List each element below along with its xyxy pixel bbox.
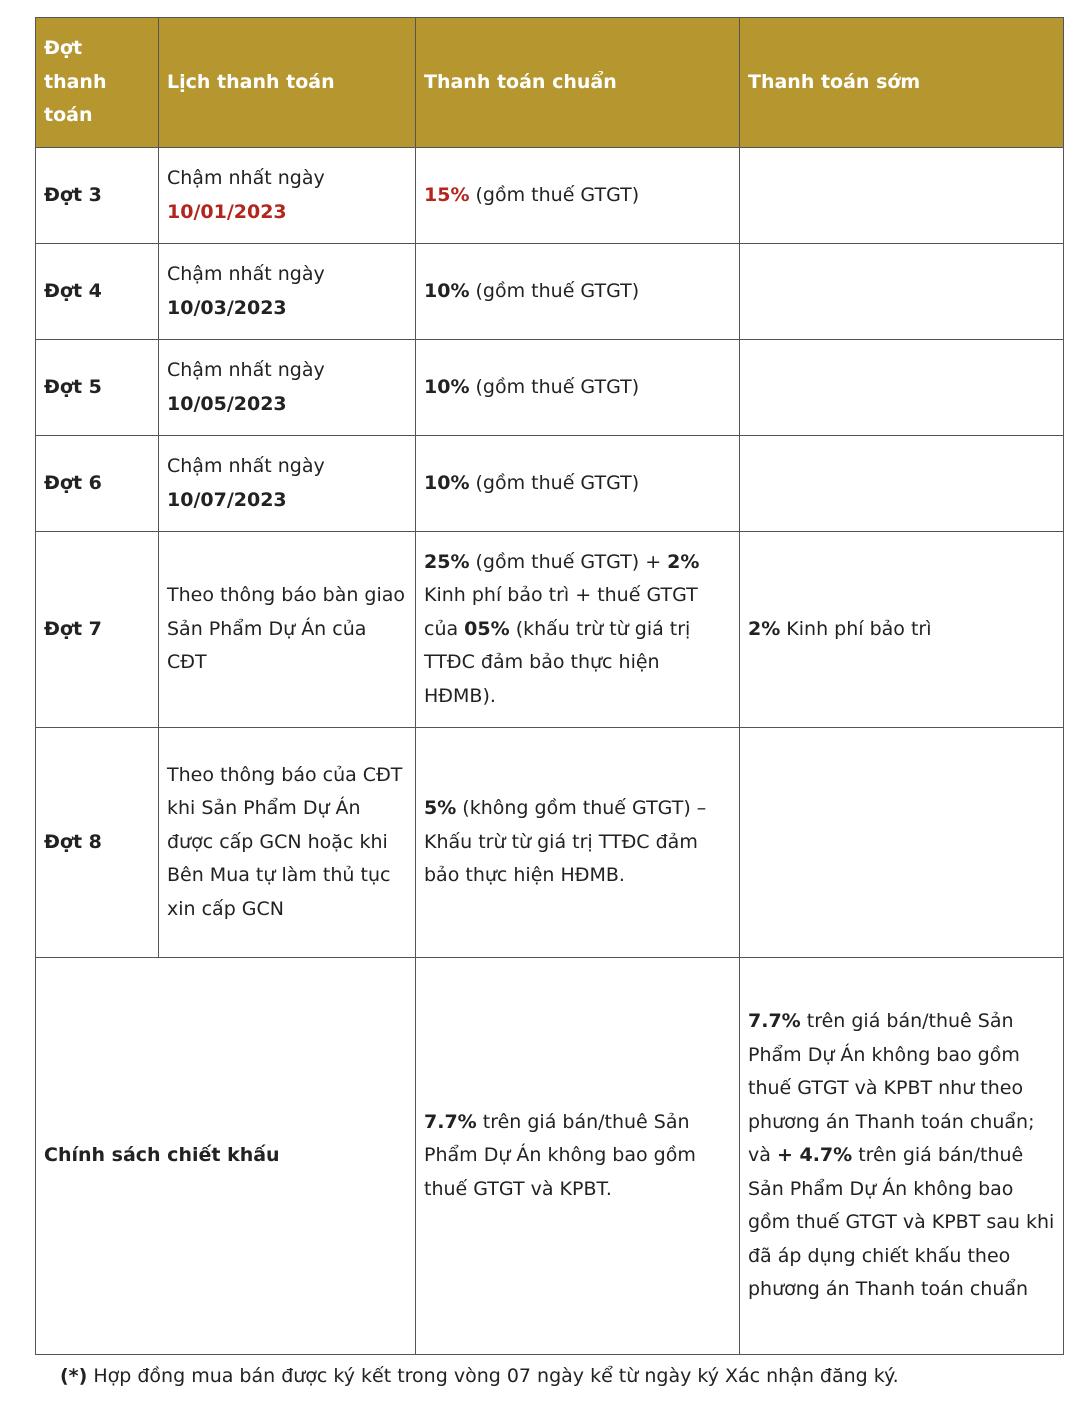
table-row: [36, 340, 1064, 436]
payment-schedule-table: [35, 17, 1064, 1355]
table-header-row: [36, 18, 1064, 148]
early-payment-cell: [740, 244, 1064, 340]
installment-label: Đợt 6: [36, 436, 159, 532]
standard-text: (gồm thuế GTGT): [469, 183, 640, 206]
installment-label: Đợt 5: [36, 340, 159, 436]
table-row: [36, 532, 1064, 728]
standard-text: Kinh phí bảo trì + thuế GTGT của: [424, 584, 698, 640]
table-row: [36, 436, 1064, 532]
footnote-mark: (*): [60, 1365, 88, 1387]
schedule-cell: [159, 436, 416, 532]
deduction-percent: 05%: [464, 617, 510, 640]
schedule-cell: [159, 244, 416, 340]
standard-payment-cell: [416, 728, 740, 958]
standard-text: (gồm thuế GTGT): [469, 279, 640, 302]
header-schedule: Lịch thanh toán: [159, 18, 416, 148]
schedule-cell: [159, 340, 416, 436]
early-payment-cell: [740, 532, 1064, 728]
early-text: Kinh phí bảo trì: [780, 617, 932, 640]
early-payment-cell: [740, 436, 1064, 532]
standard-payment-cell: [416, 532, 740, 728]
standard-percent: 15%: [424, 183, 470, 206]
standard-text: (gồm thuế GTGT): [469, 471, 640, 494]
installment-label: Đợt 7: [36, 532, 159, 728]
standard-percent: 5%: [424, 797, 457, 820]
discount-percent: 7.7%: [424, 1110, 477, 1133]
standard-text: (gồm thuế GTGT) +: [469, 550, 668, 573]
early-discount-cell: [740, 958, 1064, 1355]
standard-text: (không gồm thuế GTGT) – Khấu trừ từ giá trị TTĐC đảm bảo thực hiện HĐMB.: [424, 797, 707, 887]
standard-percent: 10%: [424, 375, 470, 398]
table-row: [36, 728, 1064, 958]
schedule-text: Chậm nhất ngày: [167, 359, 325, 381]
schedule-text: Chậm nhất ngày: [167, 167, 325, 189]
standard-payment-cell: [416, 340, 740, 436]
standard-text: (khấu trừ từ giá trị TTĐC đảm bảo thực hiện HĐMB).: [424, 617, 691, 707]
extra-discount-percent: + 4.7%: [776, 1144, 853, 1167]
discount-text: trên giá bán/thuê Sản Phẩm Dự Án không bao gồm thuế GTGT và KPBT như theo phương án Thanh toán chuẩn; và: [748, 1010, 1035, 1167]
standard-payment-cell: [416, 244, 740, 340]
footnote-text: Hợp đồng mua bán được ký kết trong vòng 07 ngày kể từ ngày ký Xác nhận đăng ký.: [87, 1365, 899, 1387]
discount-policy-label: Chính sách chiết khấu: [36, 958, 416, 1355]
early-percent: 2%: [748, 617, 781, 640]
standard-percent: 10%: [424, 279, 470, 302]
header-standard-payment: Thanh toán chuẩn: [416, 18, 740, 148]
schedule-text: Chậm nhất ngày: [167, 455, 325, 477]
discount-text: trên giá bán/thuê Sản Phẩm Dự Án không bao gồm thuế GTGT và KPBT.: [424, 1110, 696, 1200]
footnote: [60, 1360, 899, 1393]
schedule-cell: Theo thông báo bàn giao Sản Phẩm Dự Án của CĐT: [159, 532, 416, 728]
standard-percent: 10%: [424, 471, 470, 494]
schedule-date: 10/03/2023: [167, 296, 287, 319]
schedule-date: 10/01/2023: [167, 200, 287, 223]
schedule-date: 10/05/2023: [167, 392, 287, 415]
installment-label: Đợt 3: [36, 148, 159, 244]
header-early-payment: Thanh toán sớm: [740, 18, 1064, 148]
standard-payment-cell: [416, 436, 740, 532]
schedule-text: Chậm nhất ngày: [167, 263, 325, 285]
table-row: [36, 244, 1064, 340]
header-installment: Đợt thanh toán: [36, 18, 159, 148]
early-payment-cell: [740, 340, 1064, 436]
early-payment-cell: [740, 148, 1064, 244]
early-payment-cell: [740, 728, 1064, 958]
installment-label: Đợt 4: [36, 244, 159, 340]
schedule-cell: Theo thông báo của CĐT khi Sản Phẩm Dự Án được cấp GCN hoặc khi Bên Mua tự làm thủ tục xin cấp GCN: [159, 728, 416, 958]
discount-text: trên giá bán/thuê Sản Phẩm Dự Án không bao gồm thuế GTGT và KPBT sau khi đã áp dụng chiết khấu theo phương án Thanh toán chuẩn: [748, 1144, 1055, 1301]
standard-payment-cell: [416, 148, 740, 244]
payment-schedule-document: [35, 17, 1063, 1355]
discount-percent: 7.7%: [748, 1010, 801, 1033]
schedule-date: 10/07/2023: [167, 488, 287, 511]
standard-discount-cell: [416, 958, 740, 1355]
standard-percent: 25%: [424, 550, 470, 573]
discount-policy-row: [36, 958, 1064, 1355]
installment-label: Đợt 8: [36, 728, 159, 958]
standard-text: (gồm thuế GTGT): [469, 375, 640, 398]
table-row: [36, 148, 1064, 244]
schedule-cell: [159, 148, 416, 244]
maintenance-percent: 2%: [667, 550, 700, 573]
